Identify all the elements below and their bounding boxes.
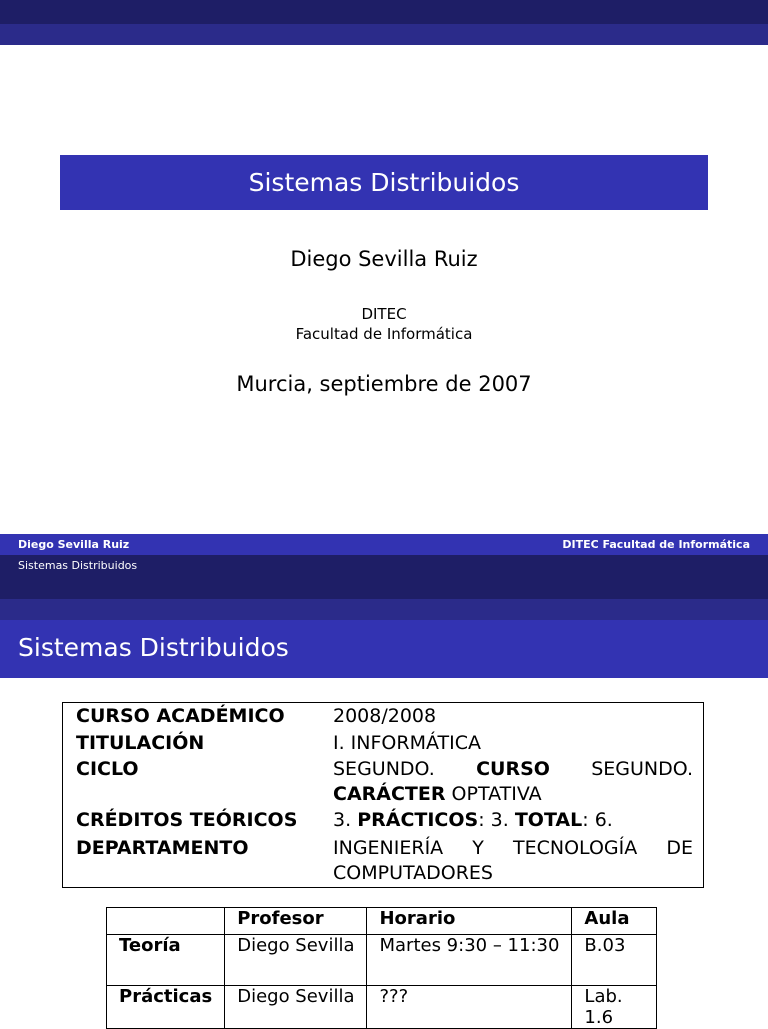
row-label: Prácticas [107,986,225,1029]
value-ciclo: SEGUNDO. [333,758,435,780]
slide1-date: Murcia, septiembre de 2007 [236,372,532,396]
slide1-headline-dark [0,0,768,24]
table-cell: B.03 [572,935,657,986]
footer-title: Sistemas Distribuidos [18,559,138,572]
table-row [107,935,657,986]
value-caracter-line [333,783,693,805]
label-total: TOTAL [514,809,583,831]
label-practicos: PRÁCTICOS [357,809,479,831]
slide2-frame-title: Sistemas Distribuidos [18,633,289,662]
table-row [107,986,657,1029]
footer-institute: DITEC Facultad de Informática [562,538,750,551]
header-cell [107,908,225,935]
label-curso: CURSO [476,758,550,780]
value-total: : 6. [582,809,613,831]
slide1-author: Diego Sevilla Ruiz [290,247,478,271]
dep-word: Y [472,837,484,859]
slide1-institute-line2: Facultad de Informática [295,325,473,343]
label-titulacion: TITULACIÓN [76,732,205,754]
slide1-headline-band [0,24,768,45]
schedule-table [106,907,657,1029]
header-cell: Aula [572,908,657,935]
table-header-row [107,908,657,935]
value-titulacion: I. INFORMÁTICA [333,732,481,754]
label-curso-academico: CURSO ACADÉMICO [76,705,285,727]
value-creditos-line [333,809,693,831]
value-practicos: : 3. [478,809,509,831]
label-ciclo: CICLO [76,758,139,780]
value-creditos: 3. [333,809,352,831]
dep-word: INGENIERÍA [333,837,444,859]
slide1-title: Sistemas Distribuidos [60,155,708,210]
course-info-box [62,702,704,888]
dep-word: DE [666,837,693,859]
dep-word: TECNOLOGÍA [513,837,638,859]
value-departamento-line1 [333,837,693,859]
header-cell: Profesor [225,908,367,935]
value-curso-academico: 2008/2008 [333,705,437,727]
row-label: Teoría [107,935,225,986]
slide1-institute-line1: DITEC [361,305,407,323]
value-caracter: OPTATIVA [451,783,542,805]
table-cell: ??? [367,986,572,1029]
table-cell: Lab. 1.6 [572,986,657,1029]
label-creditos: CRÉDITOS TEÓRICOS [76,809,298,831]
footer-author: Diego Sevilla Ruiz [18,538,130,551]
value-curso: SEGUNDO. [591,758,693,780]
label-caracter: CARÁCTER [333,783,446,805]
table-cell: Diego Sevilla [225,986,367,1029]
header-cell: Horario [367,908,572,935]
value-departamento-line2: COMPUTADORES [333,862,493,884]
table-cell: Diego Sevilla [225,935,367,986]
slide2-headline-band [0,599,768,620]
value-ciclo-line [333,758,693,780]
table-cell: Martes 9:30 – 11:30 [367,935,572,986]
label-departamento: DEPARTAMENTO [76,837,249,859]
